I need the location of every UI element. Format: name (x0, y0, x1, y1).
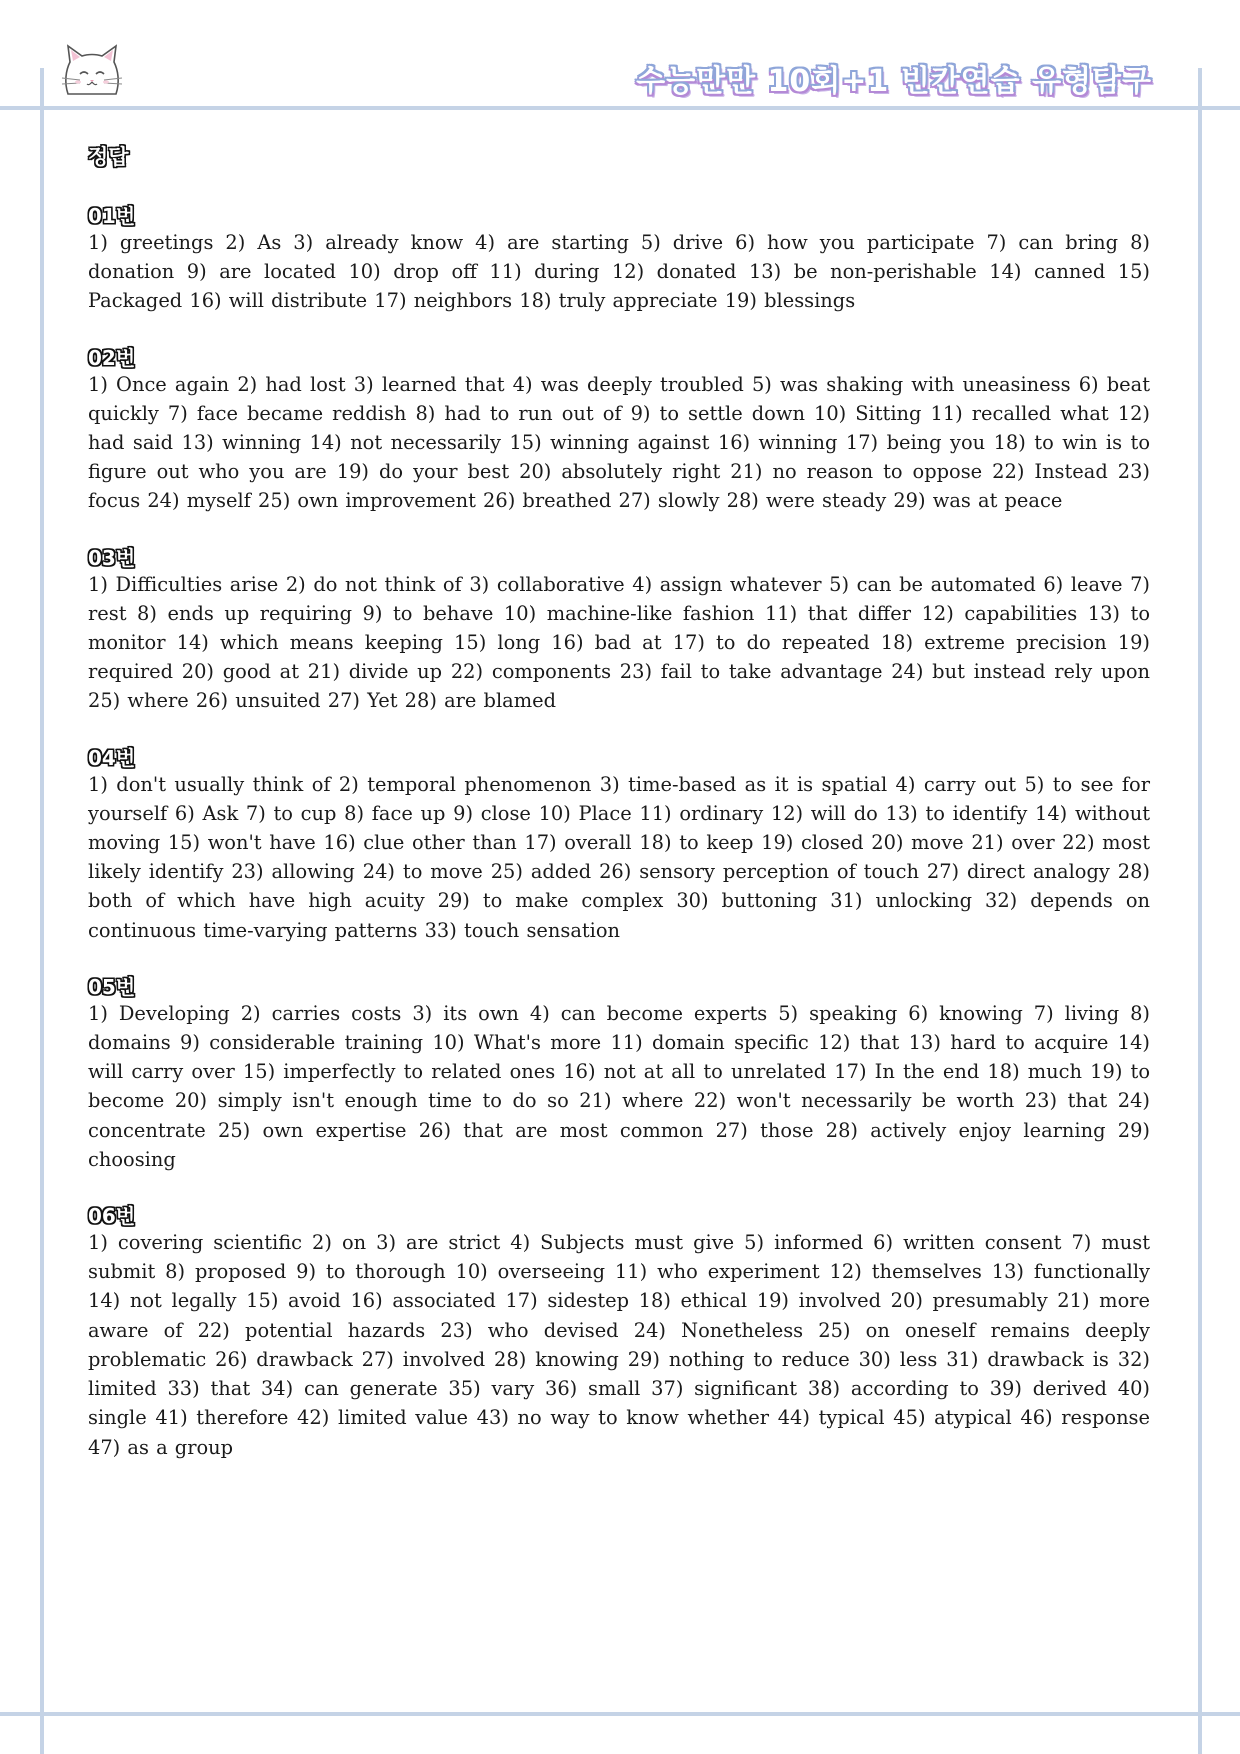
answer-section-04 (88, 746, 1150, 945)
section-text: 1) don't usually think of 2) temporal phenomenon 3) time-based as it is spatial 4) carry out 5) to see for yourself 6) Ask 7) to cup 8) face up 9) close 10) Place 11) ordinary 12) will do 13) to identify 14) without moving 15) won't have 16) clue other than 17) overall 18) to keep 19) closed 20) move 21) over 22) most likely identify 23) allowing 24) to move 25) added 26) sensory perception of touch 27) direct analogy 28) both of which have high acuity 29) to make complex 30) buttoning 31) unlocking 32) depends on continuous time-varying patterns 33) touch sensation (88, 772, 1150, 942)
section-text: 1) greetings 2) As 3) already know 4) are starting 5) drive 6) how you participate 7) can bring 8) donation 9) are located 10) drop off 11) during 12) donated 13) be non-perishable 14) canned 15) Packaged 16) will distribute 17) neighbors 18) truly appreciate 19) blessings (88, 231, 1150, 313)
header-title: 수능만만 10회+1 빈칸연습 유형탐구 (636, 64, 1152, 99)
section-label: 03번 (88, 545, 136, 570)
section-text: 1) covering scientific 2) on 3) are strict 4) Subjects must give 5) informed 6) written consent 7) must submit 8) proposed 9) to thorough 10) overseeing 11) who experiment 12) themselves 13) functionally 14) not legally 15) avoid 16) associated 17) sidestep 18) ethical 19) involved 20) presumably 21) more aware of 22) potential hazards 23) who devised 24) Nonetheless 25) on oneself remains deeply problematic 26) drawback 27) involved 28) knowing 29) nothing to reduce 30) less 31) drawback is 32) limited 33) that 34) can generate 35) vary 36) small 37) significant 38) according to 39) derived 40) single 41) therefore 42) limited value 43) no way to know whether 44) typical 45) atypical 46) response 47) as a group (88, 1231, 1150, 1459)
frame-left-line (40, 68, 44, 1754)
answer-section-06 (88, 1204, 1150, 1462)
section-text: 1) Once again 2) had lost 3) learned that 4) was deeply troubled 5) was shaking with uneasiness 6) beat quickly 7) face became reddish 8) had to run out of 9) to settle down 10) Sitting 11) recalled what 12) had said 13) winning 14) not necessarily 15) winning against 16) winning 17) being you 18) to win is to figure out who you are 19) do your best 20) absolutely right 21) no reason to oppose 22) Instead 23) focus 24) myself 25) own improvement 26) breathed 27) slowly 28) were steady 29) was at peace (88, 372, 1150, 513)
frame-bottom-line (0, 1712, 1240, 1716)
answer-section-03 (88, 546, 1150, 716)
answer-content (88, 144, 1150, 1492)
section-text: 1) Developing 2) carries costs 3) its own 4) can become experts 5) speaking 6) knowing 7) living 8) domains 9) considerable training 10) What's more 11) domain specific 12) that 13) hard to acquire 14) will carry over 15) imperfectly to related ones 16) not at all to unrelated 17) In the end 18) much 19) to become 20) simply isn't enough time to do so 21) where 22) won't necessarily be worth 23) that 24) concentrate 25) own expertise 26) that are most common 27) those 28) actively enjoy learning 29) choosing (88, 1001, 1150, 1171)
answer-section-02 (88, 346, 1150, 516)
frame-right-line (1198, 68, 1202, 1754)
answer-heading: 정답 (88, 145, 129, 169)
section-text: 1) Difficulties arise 2) do not think of 3) collaborative 4) assign whatever 5) can be automated 6) leave 7) rest 8) ends up requiring 9) to behave 10) machine-like fashion 11) that differ 12) capabilities 13) to monitor 14) which means keeping 15) long 16) bad at 17) to do repeated 18) extreme precision 19) required 20) good at 21) divide up 22) components 23) fail to take advantage 24) but instead rely upon 25) where 26) unsuited 27) Yet 28) are blamed (88, 572, 1150, 713)
section-label: 04번 (88, 745, 136, 770)
section-label: 06번 (88, 1204, 136, 1229)
cat-face-icon (60, 44, 124, 100)
section-label: 02번 (88, 345, 136, 370)
section-label: 01번 (88, 204, 136, 228)
frame-top-line (0, 106, 1240, 110)
section-label: 05번 (88, 974, 136, 999)
answer-section-01 (88, 204, 1150, 316)
answer-section-05 (88, 975, 1150, 1174)
